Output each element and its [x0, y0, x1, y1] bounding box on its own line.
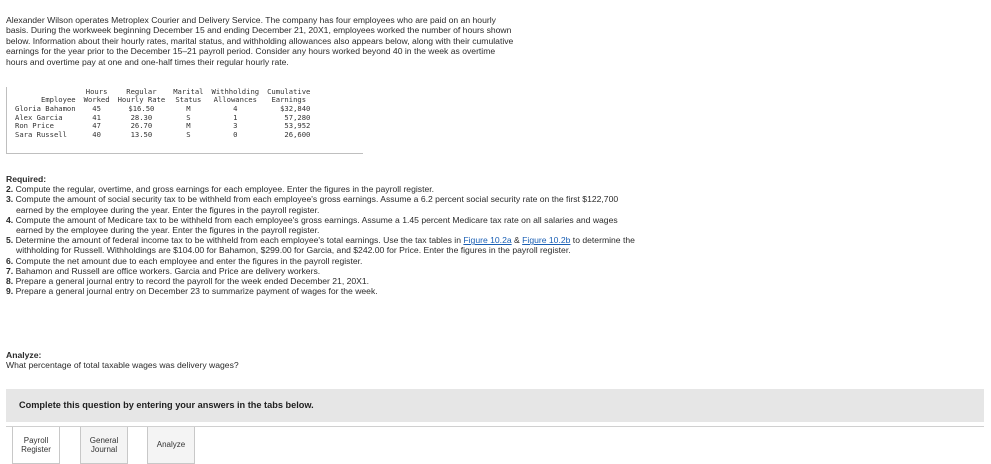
required-item-5: 5. Determine the amount of federal income tax to be withheld from each employee's total earnings. Use the tax tables in Figure 10.2a & Figure 10.2b to determine the withholding for Russell. Withholdings are $104.00 for Bahamon, $299.00 for Garcia, and $242.00 for Price. Enter the figures in the payroll register. — [6, 235, 635, 256]
required-item-8: 8. Prepare a general journal entry to record the payroll for the week ended December 21, 20X1. — [6, 276, 370, 287]
analyze-heading: Analyze: — [6, 350, 42, 360]
intro-line: below. Information about their hourly rates, marital status, and withholding allowances also appears below, along with their cumulative — [6, 35, 514, 46]
employee-table-container — [6, 87, 363, 154]
employee-table — [11, 88, 314, 140]
required-item-7: 7. Bahamon and Russell are office workers. Garcia and Price are delivery workers. — [6, 265, 321, 276]
intro-line: hours and overtime pay at one and one-half times their regular hourly rate. — [6, 56, 289, 67]
cell-hours: 47 — [92, 121, 101, 131]
figure-10-2b-link[interactable]: Figure 10.2b — [522, 235, 571, 246]
cell-cumulative: 26,600 — [284, 130, 311, 140]
col-header-rate: Regular Hourly Rate — [117, 87, 166, 105]
table-row — [11, 114, 314, 123]
required-item-2: 2. Compute the regular, overtime, and gross earnings for each employee. Enter the figures in the payroll register. — [6, 184, 435, 195]
col-header-cumulative: Cumulative Earnings — [267, 87, 311, 105]
required-item-9: 9. Prepare a general journal entry on December 23 to summarize payment of wages for the week. — [6, 286, 378, 297]
tab-payroll-register[interactable]: Payroll Register — [12, 427, 60, 464]
cell-allowances: 0 — [233, 130, 238, 140]
col-header-allowances: Withholding Allowances — [211, 87, 260, 105]
cell-hours: 45 — [92, 103, 101, 113]
cell-hours: 40 — [92, 130, 101, 140]
cell-hours: 41 — [92, 112, 101, 122]
col-header-hours: Hours Worked — [83, 87, 110, 105]
cell-name: Alex Garcia — [15, 112, 63, 122]
cell-name: Gloria Bahamon — [15, 103, 76, 113]
col-header-employee: Employee — [41, 95, 76, 105]
cell-status: S — [186, 130, 191, 140]
analyze-question: What percentage of total taxable wages was delivery wages? — [6, 360, 239, 371]
cell-cumulative: 57,280 — [284, 112, 311, 122]
cell-status: M — [186, 121, 191, 131]
required-item-6: 6. Compute the net amount due to each employee and enter the figures in the payroll register. — [6, 255, 363, 266]
cell-allowances: 3 — [233, 121, 238, 131]
cell-cumulative: $32,840 — [280, 103, 311, 113]
cell-rate: 26.70 — [130, 121, 153, 131]
required-heading: Required: — [6, 174, 47, 184]
required-item-3: 3. Compute the amount of social security tax to be withheld from each employee's gross earnings. Assume a 6.2 percent social security rate on the first $122,700 earned by the employee during the year. Enter the figures in the payroll register. — [6, 194, 619, 215]
table-row — [11, 131, 314, 140]
required-item-4: 4. Compute the amount of Medicare tax to be withheld from each employee's gross earnings. Assume a 1.45 percent Medicare tax rate on all salaries and wages earned by the employee during the year. Enter the figures in the payroll register. — [6, 214, 618, 236]
problem-intro — [6, 15, 638, 67]
cell-name: Sara Russell — [15, 130, 67, 140]
cell-status: M — [186, 103, 191, 113]
intro-line: earnings for the year prior to the December 15–21 payroll period. Consider any hours worked beyond 40 in the week as overtime — [6, 46, 496, 57]
intro-line: basis. During the workweek beginning December 15 and ending December 21, 20X1, employees worked the number of hours shown — [6, 25, 512, 36]
figure-10-2a-link[interactable]: Figure 10.2a — [463, 235, 512, 246]
col-header-status: Marital Status — [173, 87, 204, 105]
cell-rate: $16.50 — [128, 103, 155, 113]
cell-rate: 28.30 — [130, 112, 153, 122]
tab-general-journal[interactable]: General Journal — [80, 427, 128, 464]
cell-cumulative: 53,952 — [284, 121, 311, 131]
cell-allowances: 1 — [233, 112, 238, 122]
tab-analyze[interactable]: Analyze — [147, 427, 195, 464]
required-section — [6, 174, 646, 296]
instruction-banner — [6, 389, 984, 422]
analyze-section — [6, 350, 646, 371]
cell-status: S — [186, 112, 191, 122]
answer-tabs — [6, 426, 984, 464]
intro-line: Alexander Wilson operates Metroplex Courier and Delivery Service. The company has four employees who are paid on an hourly — [6, 15, 496, 25]
cell-rate: 13.50 — [130, 130, 153, 140]
cell-allowances: 4 — [233, 103, 238, 113]
instruction-text: Complete this question by entering your answers in the tabs below. — [19, 400, 314, 410]
cell-name: Ron Price — [15, 121, 54, 131]
